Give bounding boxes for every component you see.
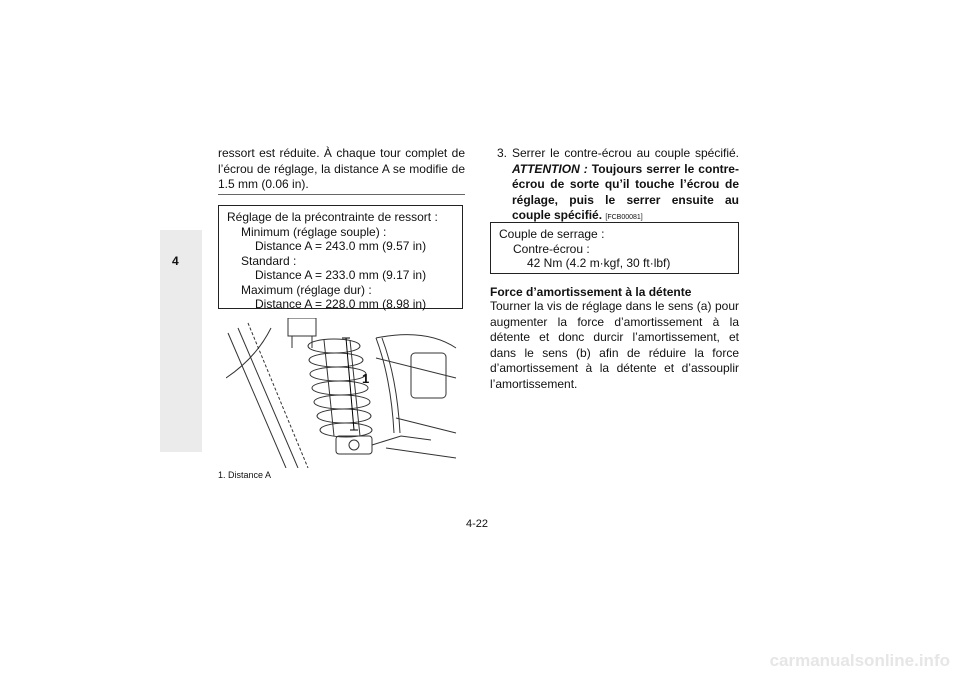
spring-preload-spec-box <box>218 205 463 309</box>
torque-title: Couple de serrage : <box>499 227 605 241</box>
watermark-text: carmanualsonline.info <box>769 651 950 670</box>
figure-caption: 1. Distance A <box>218 470 272 480</box>
spec-min-value: Distance A = 243.0 mm (9.57 in) <box>255 239 427 253</box>
page-number: 4-22 <box>466 518 489 530</box>
attention-text: Toujours serrer le contre-écrou de sorte qu’il touche l’écrou de réglage, puis le serrer ensuite au couple spécifié. <box>512 161 739 222</box>
shock-absorber-illustration <box>226 318 458 468</box>
step-text: Serrer le contre-écrou au couple spécifié. <box>512 146 739 160</box>
spec-std-label: Standard : <box>241 253 297 268</box>
section-heading: Force d’amortissement à la détente <box>490 285 692 299</box>
step-number: 3. <box>497 146 508 160</box>
torque-part: Contre-écrou : <box>513 241 590 256</box>
spec-max-value: Distance A = 228.0 mm (8.98 in) <box>255 297 427 311</box>
attention-label: ATTENTION : <box>512 161 588 176</box>
torque-spec-box <box>490 222 739 274</box>
step-3 <box>497 146 739 226</box>
chapter-tab <box>160 230 202 452</box>
divider <box>218 194 465 195</box>
chapter-number: 4 <box>172 254 179 268</box>
spec-std-value: Distance A = 233.0 mm (9.17 in) <box>255 268 427 282</box>
intro-paragraph: ressort est réduite. À chaque tour complet de l’écrou de réglage, la distance A se modifie de 1.5 mm (0.06 in). <box>218 146 465 191</box>
spec-max-label: Maximum (réglage dur) : <box>241 282 372 297</box>
torque-value: 42 Nm (4.2 m·kgf, 30 ft·lbf) <box>527 256 671 270</box>
spec-title: Réglage de la précontrainte de ressort : <box>227 210 438 224</box>
section-body: Tourner la vis de réglage dans le sens (a) pour augmenter la force d’amortissement à la détente et donc durcir l’amortissement, et dans le sens (b) afin de réduire la force d’amortissement à la détente et d’assouplir l’amortissement. <box>490 299 739 391</box>
spec-min-label: Minimum (réglage souple) : <box>241 224 387 239</box>
figure-callout-1: 1 <box>362 371 370 386</box>
reference-code: [FCB00081] <box>605 214 643 221</box>
watermark-logo <box>730 650 950 670</box>
